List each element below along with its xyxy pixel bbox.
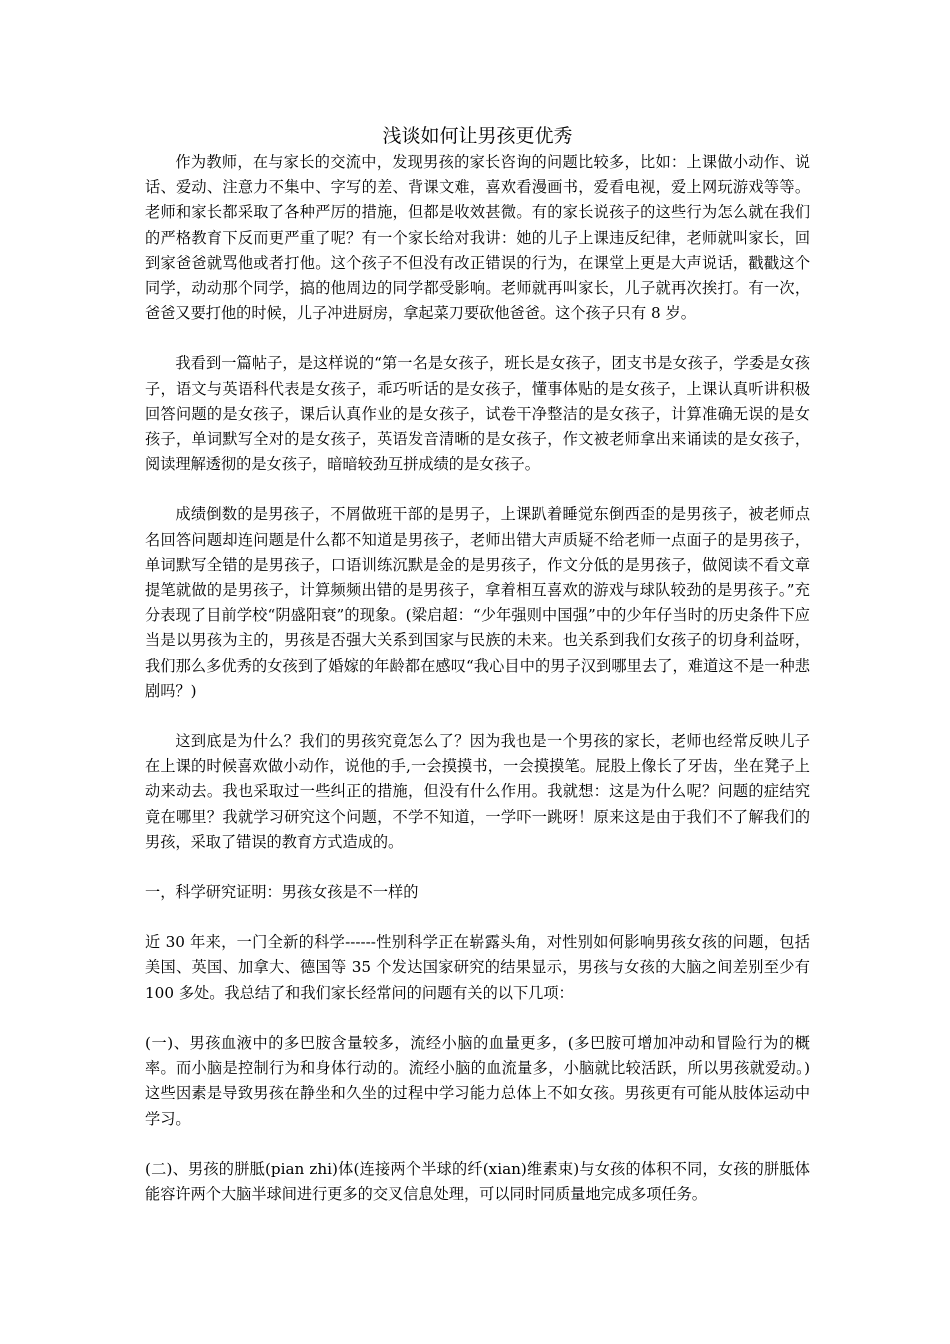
paragraph-item-1: (一)、男孩血液中的多巴胺含量较多，流经小脑的血量更多，(多巴胺可增加冲动和冒险行为的概率。而小脑是控制行为和身体行动的。流经小脑的血流量多，小脑就比较活跃，所以男孩就爱动。) 这些因素是导致男孩在静坐和久坐的过程中学习能力总体上不如女孩。男孩更有可能从肢体运动中学习。 — [145, 1033, 810, 1128]
paragraph-gap — [145, 855, 810, 880]
paragraph-science: 近 30 年来，一门全新的科学------性别科学正在崭露头角，对性别如何影响男孩女孩的问题，包括美国、英国、加拿大、德国等 35 个发达国家研究的结果显示，男孩与女孩的大脑之间差别至少有 100 多处。我总结了和我们家长经常问的问题有关的以下几项： — [145, 933, 810, 1002]
paragraph-gap — [145, 1132, 810, 1157]
paragraph-gap — [145, 477, 810, 502]
paragraph-girls: 我看到一篇帖子，是这样说的“第一名是女孩子，班长是女孩子，团支书是女孩子，学委是女孩子，语文与英语科代表是女孩子，乖巧听话的是女孩子，懂事体贴的是女孩子，上课认真听讲积极回答问题的是女孩子，课后认真作业的是女孩子，试卷干净整洁的是女孩子，计算准确无误的是女孩子，单词默写全对的是女孩子，英语发音清晰的是女孩子，作文被老师拿出来诵读的是女孩子，阅读理解透彻的是女孩子，暗暗较劲互拼成绩的是女孩子。 — [145, 354, 810, 474]
paragraph-item-2: (二)、男孩的胼胝(pian zhi)体(连接两个半球的纤(xian)维素束)与女孩的体积不同，女孩的胼胝体能容许两个大脑半球间进行更多的交叉信息处理，可以同时同质量地完成多项任务。 — [145, 1159, 810, 1203]
paragraph-boys: 成绩倒数的是男孩子，不屑做班干部的是男子，上课趴着睡觉东倒西歪的是男孩子，被老师点名回答问题却连问题是什么都不知道是男孩子，老师出错大声质疑不给老师一点面子的是男孩子，单词默写全错的是男孩子，口语训练沉默是金的是男孩子，作文分低的是男孩子，做阅读不看文章提笔就做的是男孩子，计算频频出错的是男孩子，拿着相互喜欢的游戏与球队较劲的是男孩子。”充分表现了目前学校“阴盛阳衰”的现象。(梁启超：“少年强则中国强”中的少年仔当时的历史条件下应当是以男孩为主的，男孩是否强大关系到国家与民族的未来。也关系到我们女孩子的切身利益呀，我们那么多优秀的女孩到了婚嫁的年龄都在感叹“我心目中的男子汉到哪里去了，难道这不是一种悲剧吗？) — [145, 505, 810, 700]
section-heading-1: 一，科学研究证明：男孩女孩是不一样的 — [145, 883, 419, 902]
paragraph-gap — [145, 704, 810, 729]
paragraph-why: 这到底是为什么？我们的男孩究竟怎么了？因为我也是一个男孩的家长，老师也经常反映儿子在上课的时候喜欢做小动作，说他的手,一会摸摸书，一会摸摸笔。屁股上像长了牙齿，坐在凳子上动来动去。我也采取过一些纠正的措施，但没有什么作用。我就想：这是为什么呢？问题的症结究竟在哪里？我就学习研究这个问题，不学不知道，一学吓一跳呀！原来这是由于我们不了解我们的男孩，采取了错误的教育方式造成的。 — [145, 732, 810, 851]
document-body — [145, 122, 810, 1207]
paragraph-gap — [145, 326, 810, 351]
document-title: 浅谈如何让男孩更优秀 — [382, 125, 573, 147]
paragraph-gap — [145, 1006, 810, 1031]
paragraph-intro: 作为教师，在与家长的交流中，发现男孩的家长咨询的问题比较多，比如：上课做小动作、说话、爱动、注意力不集中、字写的差、背课文难，喜欢看漫画书，爱看电视，爱上网玩游戏等等。老师和家长都采取了各种严厉的措施，但都是收效甚微。有的家长说孩子的这些行为怎么就在我们的严格教育下反而更严重了呢？有一个家长给对我讲：她的儿子上课违反纪律，老师就叫家长，回到家爸爸就骂他或者打他。这个孩子不但没有改正错误的行为，在课堂上更是大声说话，戳戳这个同学，动动那个同学，搞的他周边的同学都受影响。老师就再叫家长，儿子就再次挨打。有一次，爸爸又要打他的时候，儿子冲进厨房，拿起菜刀要砍他爸爸。这个孩子只有 8 岁。 — [145, 153, 810, 323]
paragraph-gap — [145, 905, 810, 930]
